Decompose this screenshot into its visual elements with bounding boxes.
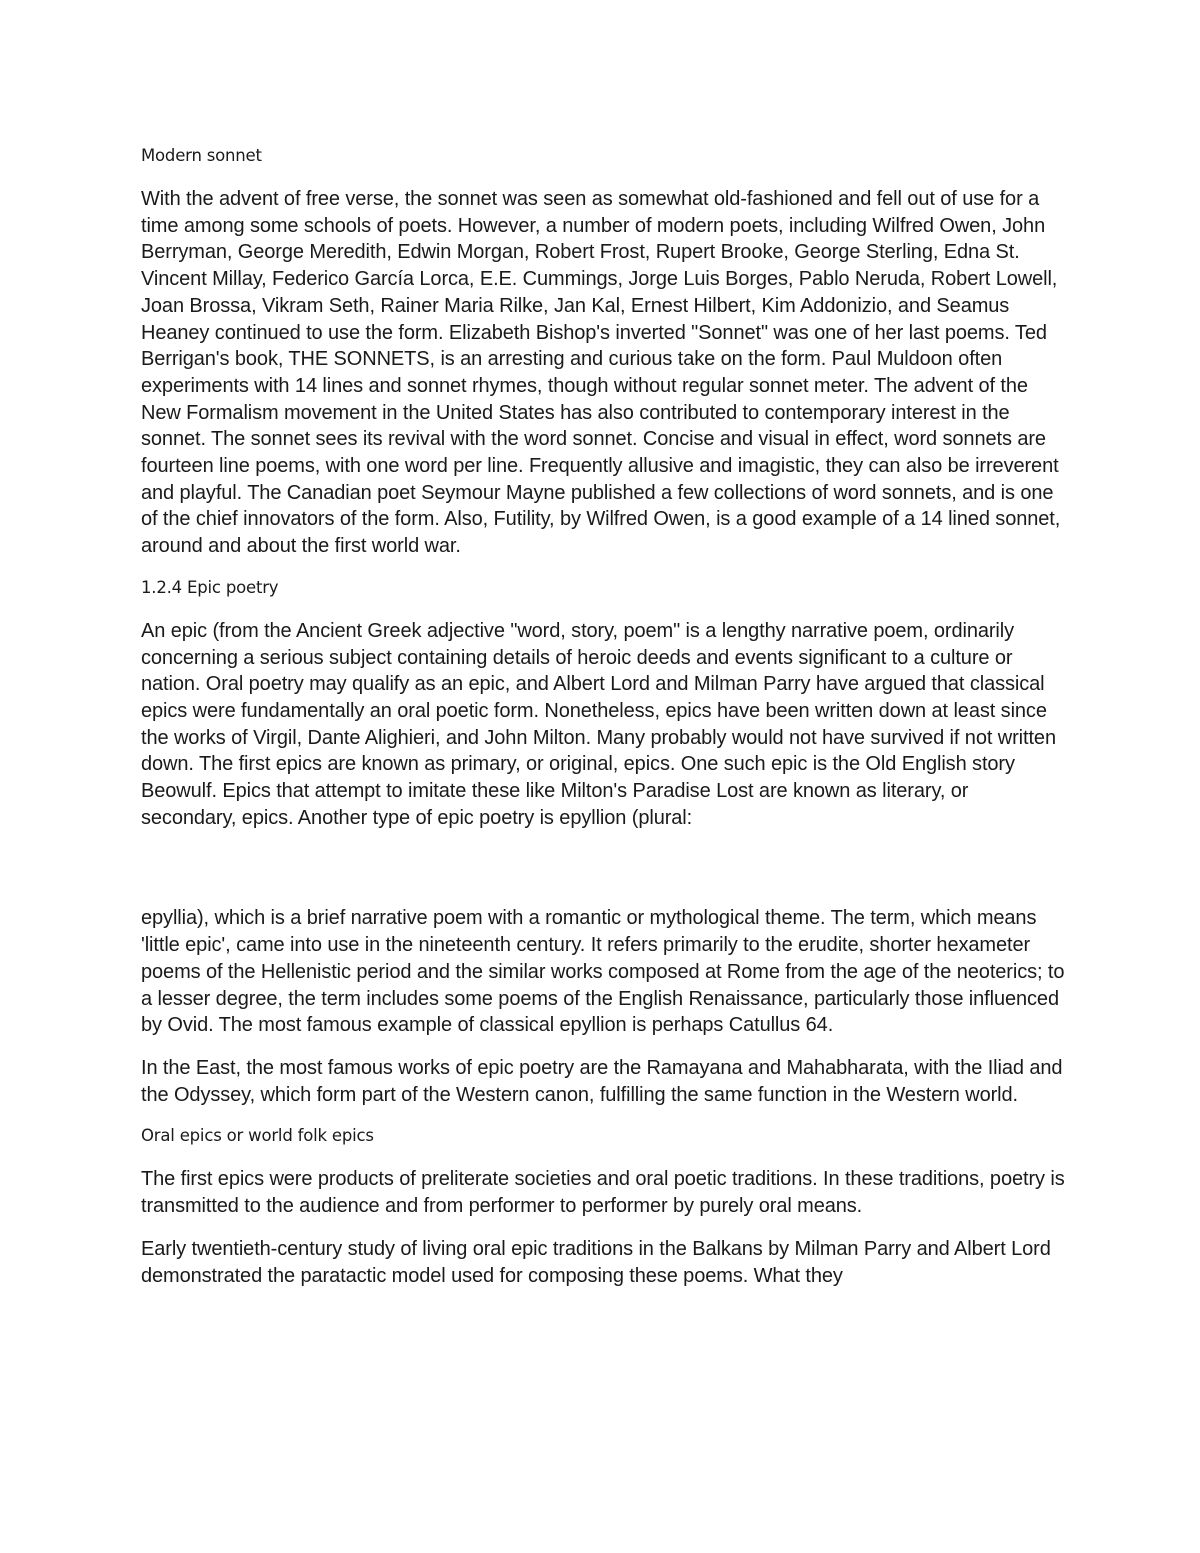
heading-epic-poetry: 1.2.4 Epic poetry — [141, 577, 279, 597]
page-break-gap — [141, 847, 1066, 905]
paragraph-modern-sonnet: With the advent of free verse, the sonnet was seen as somewhat old-fashioned and fell out of use for a time among some schools of poets. However, a number of modern poets, including Wilfred Owen, John Berryman, George Meredith, Edwin Morgan, Robert Frost, Rupert Brooke, George Sterling, Edna St. Vincent Millay, Federico García Lorca, E.E. Cummings, Jorge Luis Borges, Pablo Neruda, Robert Lowell, Joan Brossa, Vikram Seth, Rainer Maria Rilke, Jan Kal, Ernest Hilbert, Kim Addonizio, and Seamus Heaney continued to use the form. Elizabeth Bishop's inverted "Sonnet" was one of her last poems. Ted Berrigan's book, THE SONNETS, is an arresting and curious take on the form. Paul Muldoon often experiments with 14 lines and sonnet rhymes, though without regular sonnet meter. The advent of the New Formalism movement in the United States has also contributed to contemporary interest in the sonnet. The sonnet sees its revival with the word sonnet. Concise and visual in effect, word sonnets are fourteen line poems, with one word per line. Frequently allusive and imagistic, they can also be irreverent and playful. The Canadian poet Seymour Mayne published a few collections of word sonnets, and is one of the chief innovators of the form. Also, Futility, by Wilfred Owen, is a good example of a 14 lined sonnet, around and about the first world war. — [141, 188, 1061, 558]
heading-oral-epics: Oral epics or world folk epics — [141, 1126, 374, 1146]
paragraph-twentieth-century-study: Early twentieth-century study of living oral epic traditions in the Balkans by Milman Parry and Albert Lord demonstrated the paratactic model used for composing these poems. What they — [141, 1237, 1051, 1287]
paragraph-epic-definition: An epic (from the Ancient Greek adjective "word, story, poem" is a lengthy narrative poem, ordinarily concerning a serious subject containing details of heroic deeds and events significant to a culture or nation. Oral poetry may qualify as an epic, and Albert Lord and Milman Parry have argued that classical epics were fundamentally an oral poetic form. Nonetheless, epics have been written down at least since the works of Virgil, Dante Alighieri, and John Milton. Many probably would not have survived if not written down. The first epics are known as primary, or original, epics. One such epic is the Old English story Beowulf. Epics that attempt to imitate these like Milton's Paradise Lost are known as literary, or secondary, epics. Another type of epic poetry is epyllion (plural: — [141, 619, 1056, 829]
paragraph-epyllion: epyllia), which is a brief narrative poem with a romantic or mythological theme. The term, which means 'little epic', came into use in the nineteenth century. It refers primarily to the erudite, shorter hexameter poems of the Hellenistic period and the similar works composed at Rome from the age of the neoterics; to a lesser degree, the term includes some poems of the English Renaissance, particularly those influenced by Ovid. The most famous example of classical epyllion is perhaps Catullus 64. — [141, 907, 1065, 1037]
document-body — [141, 144, 1066, 1305]
paragraph-east-epics: In the East, the most famous works of epic poetry are the Ramayana and Mahabharata, with the Iliad and the Odyssey, which form part of the Western canon, fulfilling the same function in the Western world. — [141, 1056, 1063, 1106]
paragraph-first-epics: The first epics were products of preliterate societies and oral poetic traditions. In these traditions, poetry is transmitted to the audience and from performer to performer by purely oral means. — [141, 1168, 1065, 1218]
heading-modern-sonnet: Modern sonnet — [141, 146, 262, 165]
